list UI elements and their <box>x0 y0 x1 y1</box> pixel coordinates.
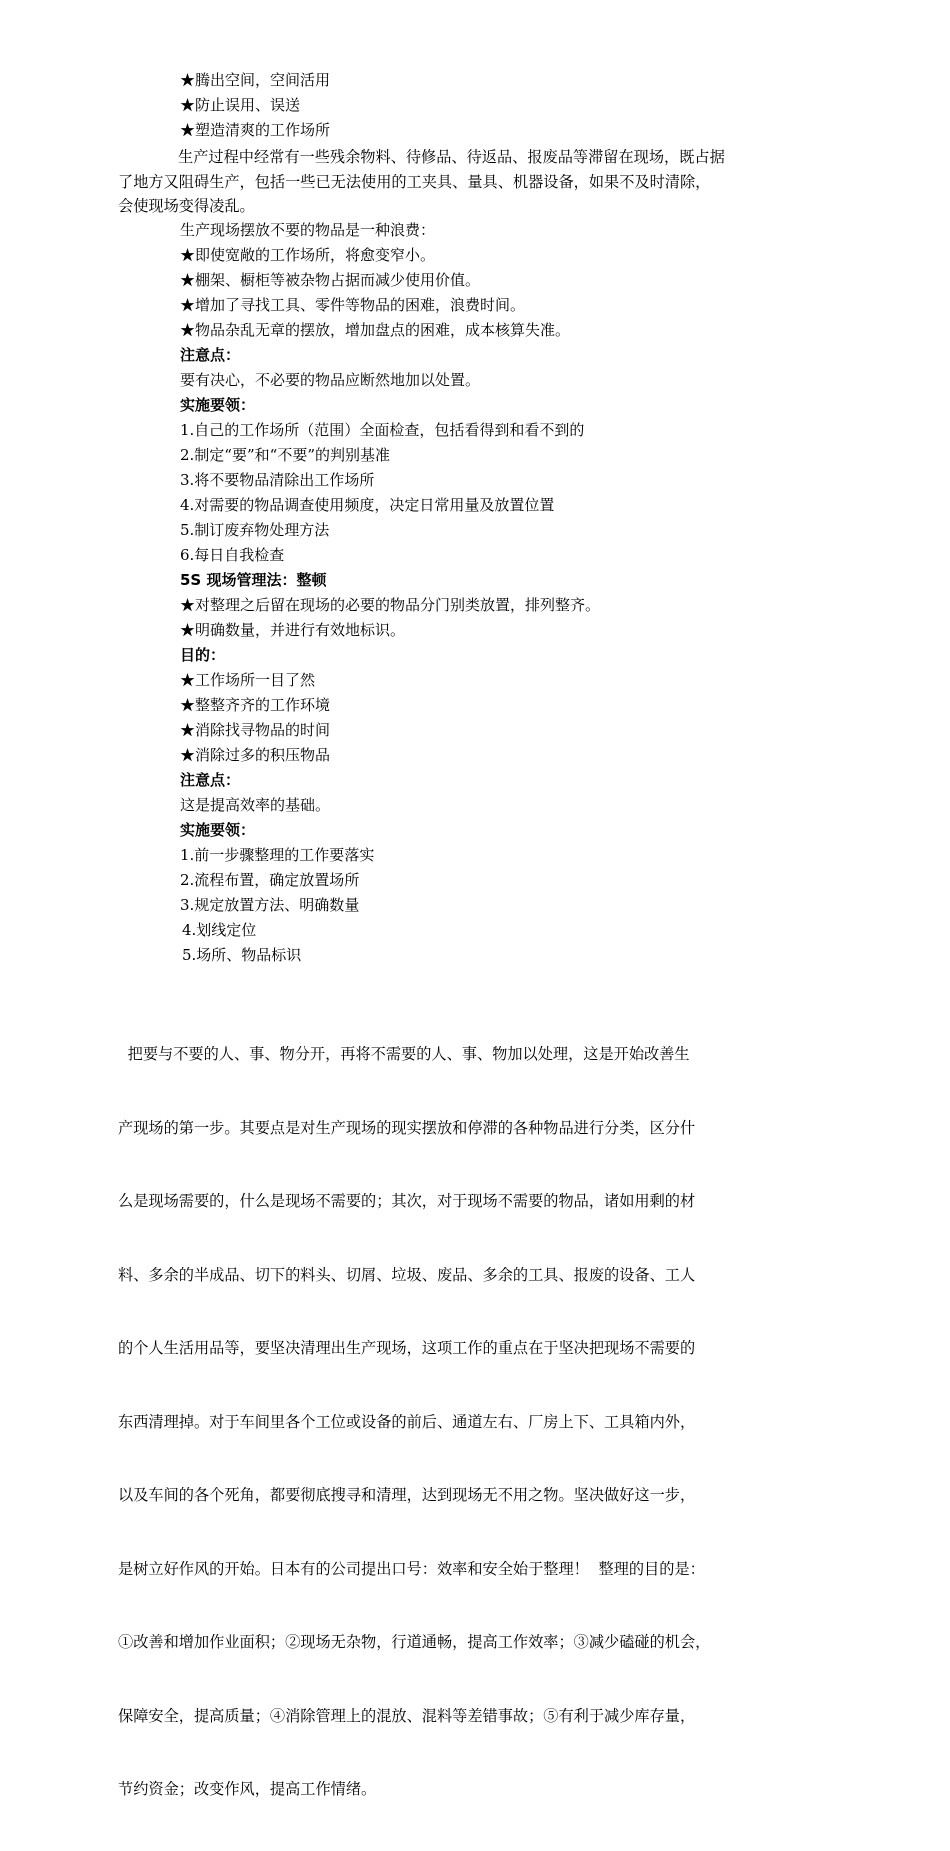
waste-intro: 生产现场摆放不要的物品是一种浪费： <box>180 221 436 239</box>
waste-bullet: ★棚架、橱柜等被杂物占据而减少使用价值。 <box>180 271 481 289</box>
implementation-step: 2.制定“要”和“不要”的判别基准 <box>180 446 390 464</box>
intro-paragraph <box>178 145 818 170</box>
paragraph-line: ①改善和增加作业面积；②现场无杂物，行道通畅，提高工作效率；③减少磕碰的机会， <box>118 1633 711 1651</box>
paragraph-line: 会使现场变得凌乱。 <box>118 197 255 216</box>
implementation-step: 3.规定放置方法、明确数量 <box>180 896 360 914</box>
implementation-step: 4.划线定位 <box>182 921 257 939</box>
note-heading: 注意点： <box>180 771 241 789</box>
paragraph-line: 的个人生活用品等，要坚决清理出生产现场，这项工作的重点在于坚决把现场不需要的 <box>118 1339 696 1357</box>
paragraph-line: 料、多余的半成品、切下的料头、切屑、垃圾、废品、多余的工具、报废的设备、工人 <box>118 1265 696 1284</box>
note-heading: 注意点： <box>180 346 241 364</box>
paragraph-line: 生产过程中经常有一些残余物料、待修品、待返品、报废品等滞留在现场，既占据 <box>178 148 725 166</box>
waste-bullet: ★物品杂乱无章的摆放，增加盘点的困难，成本核算失准。 <box>180 321 571 339</box>
paragraph-line: 以及车间的各个死角，都要彻底搜寻和清理，达到现场无不用之物。坚决做好这一步， <box>118 1486 696 1504</box>
implementation-heading: 实施要领： <box>180 821 256 839</box>
intro-paragraph-cont <box>118 170 818 219</box>
waste-bullet: ★增加了寻找工具、零件等物品的困难，浪费时间。 <box>180 296 526 314</box>
paragraph-line: 产现场的第一步。其要点是对生产现场的现实摆放和停滞的各种物品进行分类，区分什 <box>118 1118 696 1137</box>
purpose-bullet: ★工作场所一目了然 <box>180 671 316 689</box>
paragraph-line: 保障安全，提高质量；④消除管理上的混放、混料等差错事故；⑤有利于减少库存量， <box>118 1706 696 1725</box>
definition-bullet: ★明确数量，并进行有效地标识。 <box>180 621 406 639</box>
paragraph-line: 是树立好作风的开始。日本有的公司提出口号：效率和安全始于整理！ 整理的目的是： <box>118 1559 705 1578</box>
paragraph-line: 把要与不要的人、事、物分开，再将不需要的人、事、物加以处理，这是开始改善生 <box>118 1045 690 1063</box>
purpose-bullet: ★消除过多的积压物品 <box>180 746 331 764</box>
note-text: 要有决心，不必要的物品应断然地加以处置。 <box>180 371 481 389</box>
implementation-step: 1.前一步骤整理的工作要落实 <box>180 846 375 864</box>
implementation-step: 6.每日自我检查 <box>180 546 285 564</box>
goal-bullet: ★塑造清爽的工作场所 <box>180 121 331 139</box>
waste-bullet: ★即使宽敞的工作场所，将愈变窄小。 <box>180 246 436 264</box>
paragraph-line: 节约资金；改变作风，提高工作情绪。 <box>118 1780 377 1798</box>
purpose-bullet: ★消除找寻物品的时间 <box>180 721 331 739</box>
implementation-heading: 实施要领： <box>180 396 256 414</box>
note-text: 这是提高效率的基础。 <box>180 796 331 814</box>
purpose-heading: 目的： <box>180 646 226 664</box>
goal-bullet: ★防止误用、误送 <box>180 96 301 114</box>
purpose-bullet: ★整整齐齐的工作环境 <box>180 696 331 714</box>
definition-bullet: ★对整理之后留在现场的必要的物品分门别类放置，排列整齐。 <box>180 596 601 614</box>
closing-paragraph <box>118 993 818 1851</box>
paragraph-line: 了地方又阻碍生产，包括一些已无法使用的工夹具、量具、机器设备，如果不及时清除， <box>118 172 711 191</box>
implementation-step: 4.对需要的物品调查使用频度，决定日常用量及放置位置 <box>180 496 555 514</box>
paragraph-line: 么是现场需要的，什么是现场不需要的；其次，对于现场不需要的物品，诸如用剩的材 <box>118 1192 696 1210</box>
implementation-step: 5.场所、物品标识 <box>182 946 302 964</box>
implementation-step: 1.自己的工作场所（范围）全面检查，包括看得到和看不到的 <box>180 421 585 439</box>
implementation-step: 3.将不要物品清除出工作场所 <box>180 471 375 489</box>
implementation-step: 2.流程布置，确定放置场所 <box>180 871 360 889</box>
implementation-step: 5.制订废弃物处理方法 <box>180 521 330 539</box>
paragraph-line: 东西清理掉。对于车间里各个工位或设备的前后、通道左右、厂房上下、工具箱内外， <box>118 1412 696 1431</box>
goal-bullet: ★腾出空间，空间活用 <box>180 71 331 89</box>
section-title: 5S 现场管理法：整顿 <box>180 571 327 589</box>
